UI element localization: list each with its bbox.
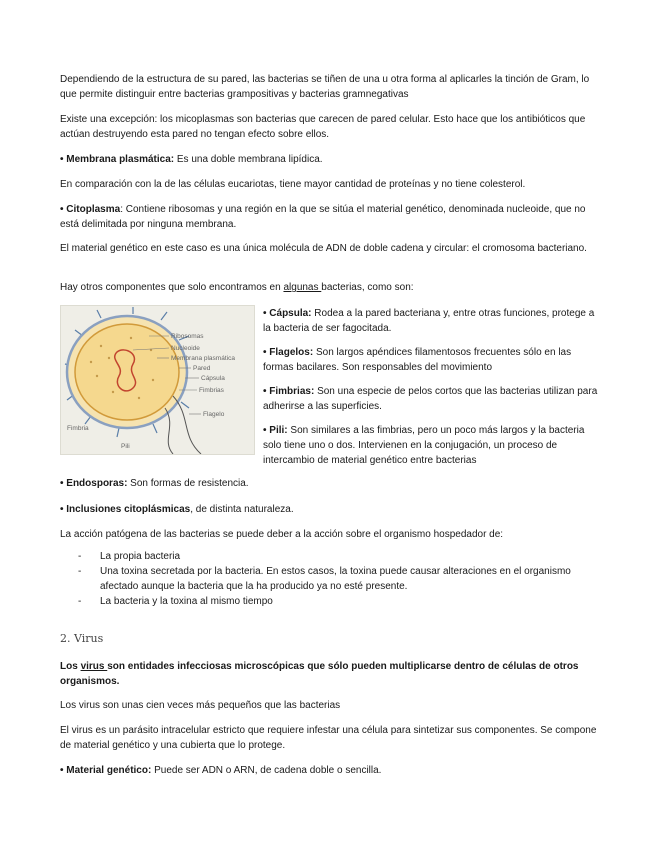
text-otros-underlined: algunas <box>283 282 322 293</box>
text-inclusiones: , de distinta naturaleza. <box>190 504 294 515</box>
membrane-shape <box>75 324 179 420</box>
paragraph-patogena: La acción patógena de las bacterias se puede deber a la acción sobre el organismo hospedador de: <box>60 529 504 540</box>
figure-label: Ribosomas <box>171 333 204 340</box>
text-otros-post: bacterias, como son: <box>321 282 414 293</box>
text-pili: Son similares a las fimbrias, pero un poco más largos y la bacteria solo tiene uno o dos. Intervienen en la conjugación, un proceso de intercambio de material genético entre bacterias <box>263 425 585 466</box>
list-item <box>60 564 600 594</box>
paragraph-gram: Dependiendo de la estructura de su pared, las bacterias se tiñen de una u otra forma al aplicarles la tinción de Gram, lo que permite distinguir entre bacterias grampositivas y bacterias gramnegativas <box>60 74 590 100</box>
text-endosporas: Son formas de resistencia. <box>127 478 249 489</box>
text-virus-post: son entidades infecciosas microscópicas que sólo pueden multiplicarse dentro de células de otros organismos. <box>60 661 579 687</box>
paragraph-parasito: El virus es un parásito intracelular estricto que requiere infestar una célula para sintetizar sus componentes. Se compone de material genético y una cubierta que lo protege. <box>60 725 597 751</box>
term-capsula: • Cápsula: <box>263 308 312 319</box>
text-flagelos: Son largos apéndices filamentosos frecuentes sólo en las formas bacilares. Son responsables del movimiento <box>263 347 572 373</box>
term-material: • Material genético: <box>60 765 152 776</box>
term-endosporas: • Endosporas: <box>60 478 128 489</box>
paragraph-inclusiones <box>60 502 600 517</box>
paragraph-micoplasmas: Existe una excepción: los micoplasmas son bacterias que carecen de pared celular. Esto hace que los antibióticos que actúan destruyendo esta pared no tengan efecto sobre ellos. <box>60 114 586 140</box>
paragraph-flagelos <box>263 345 598 375</box>
list-item <box>60 594 600 609</box>
list-item <box>60 549 600 564</box>
text-membrana: Es una doble membrana lipídica. <box>174 154 323 165</box>
paragraph-otros <box>60 280 600 295</box>
paragraph-membrana <box>60 152 600 167</box>
text-material: Puede ser ADN o ARN, de cadena doble o sencilla. <box>151 765 382 776</box>
list-item-text: La propia bacteria <box>100 551 181 562</box>
paragraph-capsula <box>263 306 598 336</box>
section-heading-virus: 2. Virus <box>60 632 104 645</box>
text-citoplasma: : Contiene ribosomas y una región en la que se sitúa el material genético, denominada nucleoide, que no está delimitada por ninguna membrana. <box>60 204 586 230</box>
paragraph-fimbrias <box>263 384 598 414</box>
text-capsula: Rodea a la pared bacteriana y, entre otras funciones, protege a la bacteria de ser fagocitada. <box>263 308 595 334</box>
figure-label: Flagelo <box>203 411 225 418</box>
list-dash: - <box>78 566 82 577</box>
paragraph-material <box>60 763 600 778</box>
pathogen-list <box>60 549 600 609</box>
paragraph-adn: El material genético en este caso es una única molécula de ADN de doble cadena y circular: el cromosoma bacteriano. <box>60 243 587 254</box>
list-dash: - <box>78 551 82 562</box>
figure-label: Fimbrias <box>199 387 224 394</box>
list-item-text: La bacteria y la toxina al mismo tiempo <box>100 596 273 607</box>
text-fimbrias: Son una especie de pelos cortos que las bacterias utilizan para adherirse a las superficies. <box>263 386 598 412</box>
bacteria-diagram-svg <box>61 306 254 454</box>
figure-label: Nucleoide <box>171 345 200 352</box>
text-otros-pre: Hay otros componentes que solo encontramos en <box>60 282 284 293</box>
paragraph-eucariotas: En comparación con la de las células eucariotas, tiene mayor cantidad de proteínas y no tiene colesterol. <box>60 179 526 190</box>
term-citoplasma: • Citoplasma <box>60 204 121 215</box>
paragraph-endosporas <box>60 476 600 491</box>
list-item-text: Una toxina secretada por la bacteria. En estos casos, la toxina puede causar alteraciones en el organismo afectado aunque la bacteria que la ha producido ya no esté presente. <box>100 566 571 592</box>
figure-label: Pili <box>121 443 130 450</box>
term-pili: • Pili: <box>263 425 288 436</box>
paragraph-pili <box>263 423 598 468</box>
term-inclusiones: • Inclusiones citoplásmicas <box>60 504 191 515</box>
figure-label: Fimbria <box>67 425 89 432</box>
term-flagelos: • Flagelos: <box>263 347 314 358</box>
list-dash: - <box>78 596 82 607</box>
paragraph-virus-size: Los virus son unas cien veces más pequeños que las bacterias <box>60 700 341 711</box>
term-fimbrias: • Fimbrias: <box>263 386 315 397</box>
term-membrana: • Membrana plasmática: <box>60 154 175 165</box>
paragraph-citoplasma <box>60 202 600 232</box>
figure-label: Membrana plasmática <box>171 355 235 362</box>
figure-label: Cápsula <box>201 375 225 382</box>
paragraph-virus-def <box>60 659 600 689</box>
text-virus-underlined: virus <box>80 661 108 672</box>
bacteria-diagram-image <box>60 305 255 455</box>
figure-label: Pared <box>193 365 211 372</box>
text-virus-pre: Los <box>60 661 81 672</box>
